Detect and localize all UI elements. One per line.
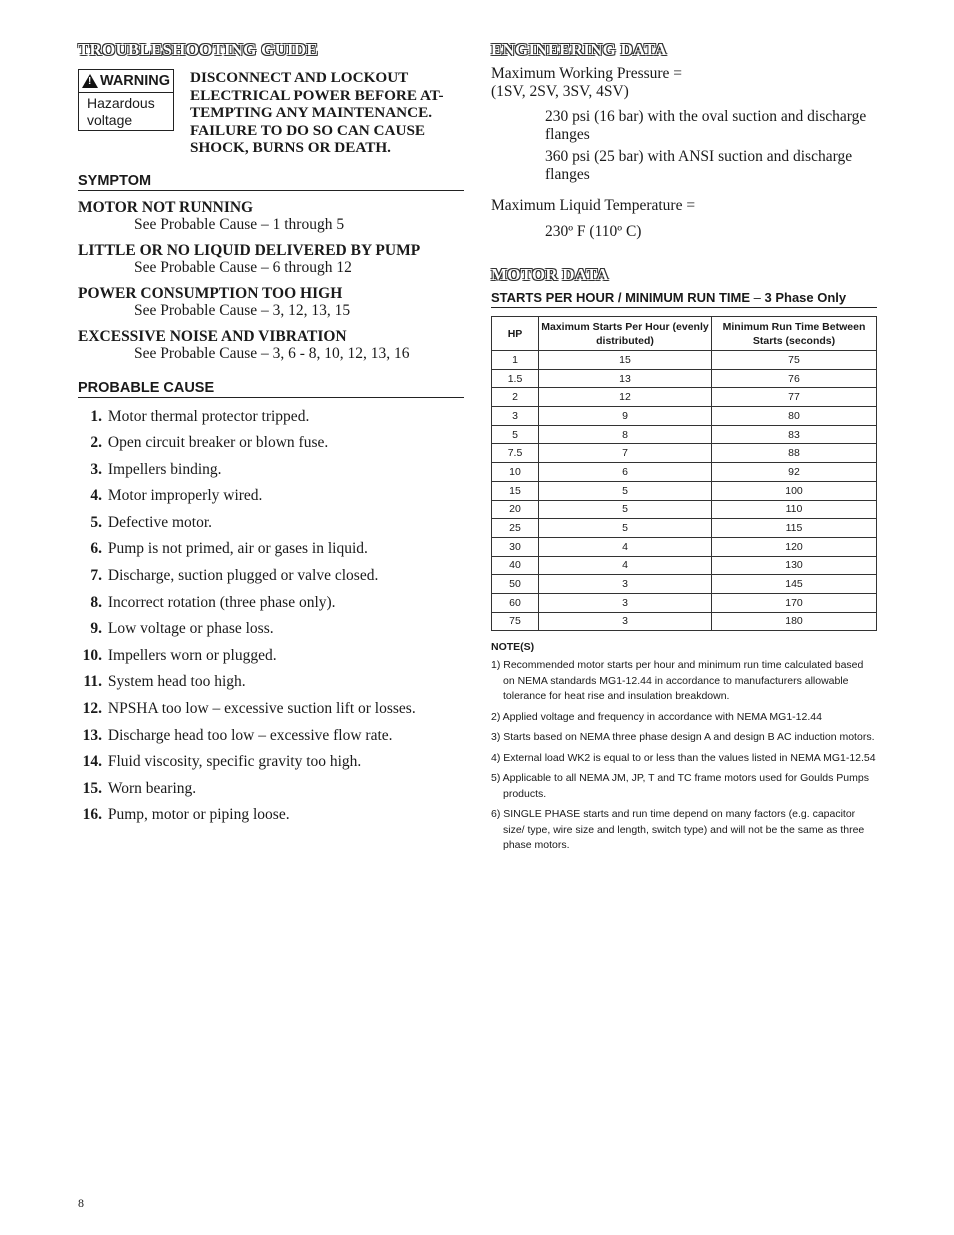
troubleshooting-heading: TROUBLESHOOTING GUIDE [78, 40, 318, 59]
symptom-cause-ref: See Probable Cause – 3, 12, 13, 15 [134, 301, 351, 319]
cell-runtime: 83 [712, 425, 877, 444]
cell-starts: 4 [539, 537, 712, 556]
cell-hp: 25 [492, 519, 539, 538]
cell-runtime: 130 [712, 556, 877, 575]
table-row [492, 575, 877, 594]
cause-number: 5. [90, 513, 102, 531]
cause-text: Pump, motor or piping loose. [107, 806, 290, 824]
cell-starts: 5 [539, 500, 712, 519]
symptom-title: MOTOR NOT RUNNING [78, 198, 254, 216]
table-title-main: STARTS PER HOUR / MINIMUM RUN TIME [491, 290, 751, 305]
cell-hp: 10 [492, 463, 539, 482]
cause-number: 4. [90, 487, 102, 505]
warning-box [78, 69, 174, 131]
cause-item [78, 404, 464, 431]
symptom-item [78, 328, 464, 362]
cell-runtime: 92 [712, 463, 877, 482]
cause-item [78, 563, 464, 590]
cell-starts: 13 [539, 369, 712, 388]
cell-runtime: 76 [712, 369, 877, 388]
cell-hp: 3 [492, 407, 539, 426]
table-title-dash: – [750, 290, 765, 305]
notes-list [491, 658, 877, 854]
cause-item [78, 643, 464, 670]
cell-runtime: 110 [712, 500, 877, 519]
cell-runtime: 100 [712, 481, 877, 500]
cell-hp: 5 [492, 425, 539, 444]
cause-text: System head too high. [107, 673, 246, 691]
cause-item [78, 430, 464, 457]
column-header-runtime: Minimum Run Time Between Starts (seconds) [712, 317, 877, 351]
cell-runtime: 145 [712, 575, 877, 594]
cell-starts: 5 [539, 519, 712, 538]
cell-hp: 7.5 [492, 444, 539, 463]
cell-starts: 12 [539, 388, 712, 407]
cause-text: Motor thermal protector tripped. [107, 407, 310, 425]
symptom-title: LITTLE OR NO LIQUID DELIVERED BY PUMP [78, 241, 421, 259]
table-row [492, 612, 877, 631]
cause-item [78, 669, 464, 696]
cause-item [78, 590, 464, 617]
symptom-title: POWER CONSUMPTION TOO HIGH [78, 284, 343, 302]
cause-text: Discharge, suction plugged or valve closed. [107, 567, 379, 585]
cause-text: Impellers worn or plugged. [107, 646, 277, 664]
cause-number: 11. [83, 673, 102, 691]
note-item: 5) Applicable to all NEMA JM, JP, T and TC frame motors used for Goulds Pumps products. [491, 772, 869, 800]
cause-text: Motor improperly wired. [107, 487, 263, 505]
table-row [492, 500, 877, 519]
symptom-heading: SYMPTOM [78, 173, 464, 191]
symptom-item [78, 242, 464, 276]
cell-runtime: 88 [712, 444, 877, 463]
cause-item [78, 483, 464, 510]
cell-starts: 15 [539, 351, 712, 370]
table-title [491, 290, 877, 308]
table-body [492, 351, 877, 631]
symptom-item [78, 285, 464, 319]
table-row [492, 351, 877, 370]
cause-text: Defective motor. [107, 513, 213, 531]
cell-runtime: 80 [712, 407, 877, 426]
cell-starts: 6 [539, 463, 712, 482]
table-title-suffix: 3 Phase Only [764, 290, 847, 305]
warning-triangle-icon: ! [82, 74, 98, 88]
cause-number: 2. [90, 434, 102, 452]
pressure-ansi: 360 psi (25 bar) with ANSI suction and discharge flanges [545, 148, 853, 183]
cause-number: 3. [90, 460, 102, 478]
symptom-cause-ref: See Probable Cause – 6 through 12 [134, 258, 352, 276]
column-header-starts: Maximum Starts Per Hour (evenly distributed) [539, 317, 712, 351]
note-item: 4) External load WK2 is equal to or less than the values listed in NEMA MG1-12.54 [491, 751, 876, 764]
symptom-list [78, 199, 464, 362]
cell-starts: 3 [539, 575, 712, 594]
hazard-line-2: voltage [87, 112, 133, 128]
cause-text: NPSHA too low – excessive suction lift or losses. [107, 700, 416, 718]
cause-item [78, 749, 464, 776]
probable-cause-heading: PROBABLE CAUSE [78, 380, 464, 398]
cause-text: Fluid viscosity, specific gravity too high. [107, 753, 362, 771]
cell-runtime: 170 [712, 593, 877, 612]
cell-starts: 5 [539, 481, 712, 500]
table-row [492, 463, 877, 482]
cause-item [78, 510, 464, 537]
cause-item [78, 536, 464, 563]
cause-number: 13. [82, 726, 102, 744]
cause-number: 16. [82, 806, 102, 824]
cause-item [78, 457, 464, 484]
symptom-cause-ref: See Probable Cause – 1 through 5 [134, 215, 345, 233]
cause-text: Discharge head too low – excessive flow rate. [107, 726, 393, 744]
cause-number: 7. [90, 567, 102, 585]
table-row [492, 388, 877, 407]
cause-number: 1. [90, 407, 102, 425]
motor-data-heading: MOTOR DATA [491, 265, 609, 284]
cause-text: Incorrect rotation (three phase only). [107, 593, 336, 611]
cause-text: Pump is not primed, air or gases in liquid. [107, 540, 368, 558]
cell-runtime: 180 [712, 612, 877, 631]
cause-number: 12. [82, 700, 102, 718]
cell-runtime: 120 [712, 537, 877, 556]
probable-cause-list [78, 404, 464, 830]
symptom-title: EXCESSIVE NOISE AND VIBRATION [78, 327, 347, 345]
warning-text: DISCONNECT AND LOCKOUT ELECTRICAL POWER BEFORE AT-TEMPTING ANY MAINTENANCE. FAILURE TO DO SO CAN CAUSE SHOCK, BURNS OR DEATH. [190, 69, 444, 156]
table-row [492, 425, 877, 444]
engineering-heading: ENGINEERING DATA [491, 40, 667, 59]
cell-starts: 3 [539, 593, 712, 612]
temp-label: Maximum Liquid Temperature = [491, 197, 696, 214]
cause-item [78, 802, 464, 829]
cause-item [78, 723, 464, 750]
cell-hp: 40 [492, 556, 539, 575]
cell-starts: 4 [539, 556, 712, 575]
table-row [492, 593, 877, 612]
table-row [492, 444, 877, 463]
table-row [492, 537, 877, 556]
symptom-item [78, 199, 464, 233]
table-row [492, 481, 877, 500]
warning-row [78, 69, 464, 157]
cell-hp: 1 [492, 351, 539, 370]
cell-hp: 1.5 [492, 369, 539, 388]
cause-text: Worn bearing. [107, 779, 197, 797]
pressure-label: Maximum Working Pressure = [491, 65, 683, 82]
temp-value: 230º F (110º C) [545, 222, 642, 240]
engineering-column [491, 40, 877, 854]
cause-text: Impellers binding. [107, 460, 222, 478]
table-row [492, 556, 877, 575]
cell-runtime: 75 [712, 351, 877, 370]
cause-number: 10. [82, 646, 102, 664]
table-row [492, 519, 877, 538]
pressure-models: (1SV, 2SV, 3SV, 4SV) [491, 82, 629, 100]
warning-label-text: WARNING [99, 73, 171, 89]
pressure-oval: 230 psi (16 bar) with the oval suction and discharge flanges [545, 108, 867, 143]
column-header-hp: HP [492, 317, 539, 351]
troubleshooting-column [78, 40, 464, 829]
cell-starts: 3 [539, 612, 712, 631]
cell-hp: 30 [492, 537, 539, 556]
cell-starts: 7 [539, 444, 712, 463]
cause-number: 9. [90, 620, 102, 638]
table-row [492, 369, 877, 388]
notes-heading: NOTE(S) [491, 641, 535, 654]
cell-hp: 2 [492, 388, 539, 407]
cause-text: Low voltage or phase loss. [107, 620, 274, 638]
cell-starts: 8 [539, 425, 712, 444]
symptom-cause-ref: See Probable Cause – 3, 6 - 8, 10, 12, 13, 16 [134, 344, 410, 362]
cause-text: Open circuit breaker or blown fuse. [107, 434, 329, 452]
cell-runtime: 77 [712, 388, 877, 407]
cell-hp: 75 [492, 612, 539, 631]
page-number: 8 [78, 1196, 84, 1210]
warning-label [79, 70, 173, 93]
note-item: 2) Applied voltage and frequency in accordance with NEMA MG1-12.44 [491, 710, 822, 723]
warning-hazard [79, 93, 173, 131]
cause-number: 14. [82, 753, 102, 771]
note-item: 3) Starts based on NEMA three phase design A and design B AC induction motors. [491, 731, 875, 744]
table-header-row [492, 317, 877, 351]
note-item: 6) SINGLE PHASE starts and run time depend on many factors (e.g. capacitor size/ type, wire size and length, switch type) and will not be the same as three phase motors. [491, 808, 865, 852]
cause-number: 6. [90, 540, 102, 558]
cell-hp: 60 [492, 593, 539, 612]
cause-number: 8. [90, 593, 102, 611]
cause-item [78, 696, 464, 723]
motor-starts-table [491, 316, 877, 631]
hazard-line-1: Hazardous [87, 95, 155, 111]
note-item: 1) Recommended motor starts per hour and minimum run time calculated based on NEMA standards MG1-12.44 in accordance to manufacturers allowable tolerance for heat rise and insulation breakdown. [491, 659, 864, 703]
cell-runtime: 115 [712, 519, 877, 538]
cause-number: 15. [82, 779, 102, 797]
table-row [492, 407, 877, 426]
cause-item [78, 616, 464, 643]
cell-hp: 50 [492, 575, 539, 594]
cell-starts: 9 [539, 407, 712, 426]
cause-item [78, 776, 464, 803]
cell-hp: 20 [492, 500, 539, 519]
cell-hp: 15 [492, 481, 539, 500]
